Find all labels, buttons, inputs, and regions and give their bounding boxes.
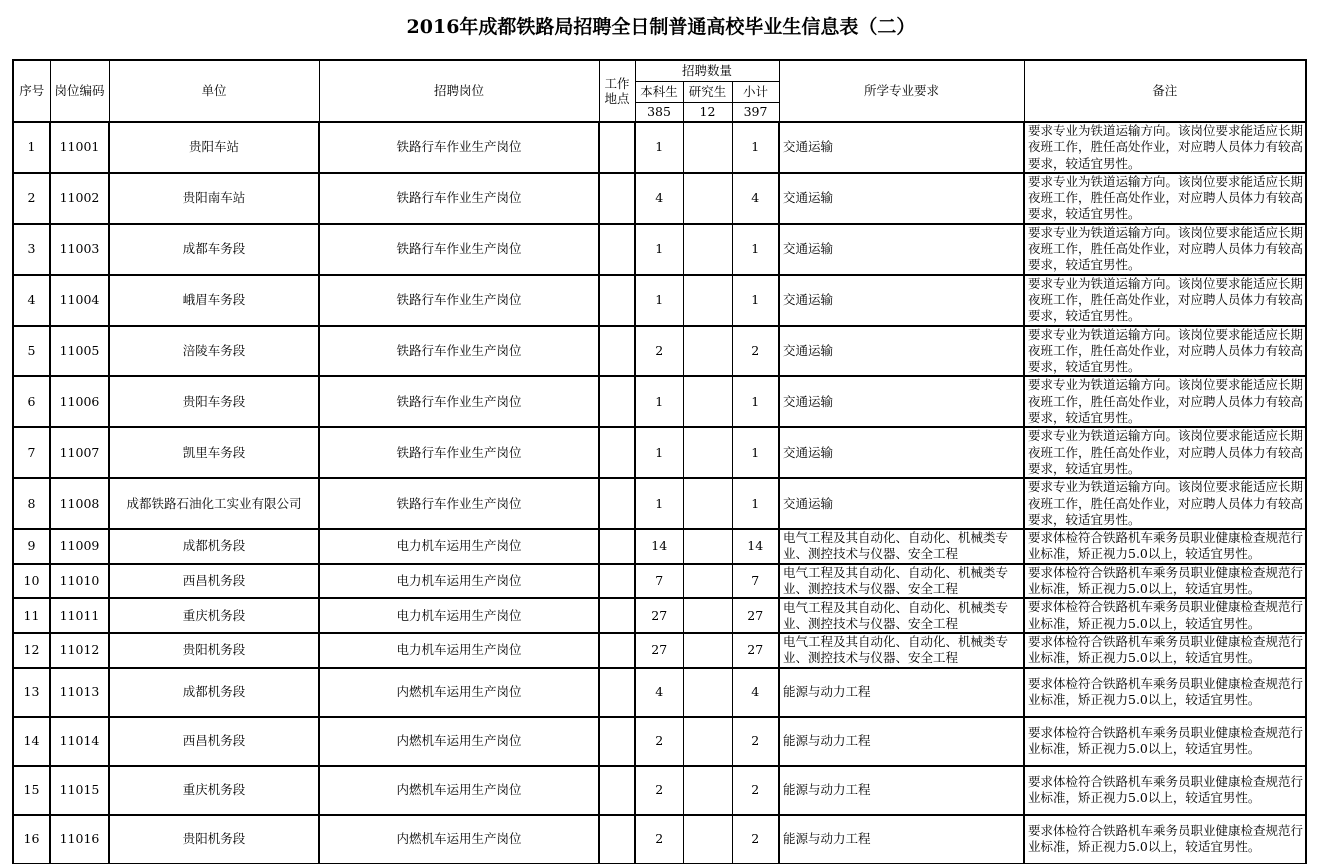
cell-position: 铁路行车作业生产岗位: [319, 275, 599, 326]
cell-seq: 13: [13, 668, 50, 717]
cell-undergrad: 27: [635, 633, 683, 668]
table-row: [13, 326, 1306, 377]
cell-code: 11016: [50, 815, 109, 864]
cell-subtotal: 1: [732, 122, 779, 173]
table-row: [13, 275, 1306, 326]
total-undergrad: 385: [635, 102, 683, 122]
cell-location: [599, 815, 635, 864]
table-body: [13, 122, 1306, 863]
cell-grad: [683, 668, 732, 717]
cell-location: [599, 224, 635, 275]
cell-seq: 15: [13, 766, 50, 815]
header-quota: 招聘数量: [635, 60, 779, 81]
header-subtotal: 小计: [732, 81, 779, 102]
cell-position: 内燃机车运用生产岗位: [319, 668, 599, 717]
cell-seq: 11: [13, 598, 50, 633]
cell-grad: [683, 224, 732, 275]
cell-unit: 成都机务段: [109, 668, 319, 717]
cell-position: 铁路行车作业生产岗位: [319, 478, 599, 529]
cell-seq: 12: [13, 633, 50, 668]
cell-seq: 2: [13, 173, 50, 224]
cell-seq: 4: [13, 275, 50, 326]
cell-unit: 凯里车务段: [109, 427, 319, 478]
cell-subtotal: 1: [732, 427, 779, 478]
cell-location: [599, 564, 635, 599]
cell-undergrad: 1: [635, 275, 683, 326]
cell-subtotal: 27: [732, 598, 779, 633]
cell-grad: [683, 598, 732, 633]
cell-grad: [683, 766, 732, 815]
cell-seq: 5: [13, 326, 50, 377]
cell-major: 交通运输: [779, 122, 1024, 173]
cell-code: 11005: [50, 326, 109, 377]
cell-code: 11007: [50, 427, 109, 478]
cell-remark: 要求体检符合铁路机车乘务员职业健康检查规范行业标准，矫正视力5.0以上，较适宜男性。: [1024, 633, 1306, 668]
cell-grad: [683, 326, 732, 377]
cell-remark: 要求体检符合铁路机车乘务员职业健康检查规范行业标准，矫正视力5.0以上，较适宜男性。: [1024, 766, 1306, 815]
cell-major: 交通运输: [779, 326, 1024, 377]
cell-grad: [683, 122, 732, 173]
cell-remark: 要求专业为铁道运输方向。该岗位要求能适应长期夜班工作，胜任高处作业，对应聘人员体力有较高要求，较适宜男性。: [1024, 173, 1306, 224]
table-row: [13, 815, 1306, 864]
cell-remark: 要求专业为铁道运输方向。该岗位要求能适应长期夜班工作，胜任高处作业，对应聘人员体力有较高要求，较适宜男性。: [1024, 427, 1306, 478]
cell-grad: [683, 529, 732, 564]
cell-remark: 要求体检符合铁路机车乘务员职业健康检查规范行业标准，矫正视力5.0以上，较适宜男性。: [1024, 668, 1306, 717]
cell-code: 11013: [50, 668, 109, 717]
table-row: [13, 427, 1306, 478]
cell-unit: 西昌机务段: [109, 564, 319, 599]
cell-subtotal: 27: [732, 633, 779, 668]
cell-location: [599, 275, 635, 326]
cell-code: 11003: [50, 224, 109, 275]
cell-subtotal: 1: [732, 275, 779, 326]
cell-unit: 涪陵车务段: [109, 326, 319, 377]
cell-code: 11009: [50, 529, 109, 564]
cell-remark: 要求专业为铁道运输方向。该岗位要求能适应长期夜班工作，胜任高处作业，对应聘人员体力有较高要求，较适宜男性。: [1024, 376, 1306, 427]
cell-undergrad: 14: [635, 529, 683, 564]
cell-remark: 要求体检符合铁路机车乘务员职业健康检查规范行业标准，矫正视力5.0以上，较适宜男性。: [1024, 815, 1306, 864]
cell-code: 11001: [50, 122, 109, 173]
cell-grad: [683, 564, 732, 599]
header-unit: 单位: [109, 60, 319, 122]
cell-major: 交通运输: [779, 224, 1024, 275]
cell-position: 内燃机车运用生产岗位: [319, 717, 599, 766]
cell-seq: 16: [13, 815, 50, 864]
cell-code: 11004: [50, 275, 109, 326]
cell-code: 11002: [50, 173, 109, 224]
table-row: [13, 376, 1306, 427]
cell-remark: 要求专业为铁道运输方向。该岗位要求能适应长期夜班工作，胜任高处作业，对应聘人员体力有较高要求，较适宜男性。: [1024, 224, 1306, 275]
header-grad: 研究生: [683, 81, 732, 102]
cell-subtotal: 4: [732, 668, 779, 717]
cell-subtotal: 14: [732, 529, 779, 564]
cell-location: [599, 478, 635, 529]
table-row: [13, 173, 1306, 224]
cell-undergrad: 1: [635, 224, 683, 275]
cell-undergrad: 2: [635, 326, 683, 377]
cell-grad: [683, 633, 732, 668]
table-row: [13, 224, 1306, 275]
cell-remark: 要求专业为铁道运输方向。该岗位要求能适应长期夜班工作，胜任高处作业，对应聘人员体力有较高要求，较适宜男性。: [1024, 326, 1306, 377]
total-grad: 12: [683, 102, 732, 122]
cell-unit: 贵阳机务段: [109, 633, 319, 668]
table-row: [13, 564, 1306, 599]
cell-subtotal: 1: [732, 224, 779, 275]
cell-unit: 成都机务段: [109, 529, 319, 564]
cell-subtotal: 2: [732, 766, 779, 815]
cell-remark: 要求体检符合铁路机车乘务员职业健康检查规范行业标准，矫正视力5.0以上，较适宜男性。: [1024, 717, 1306, 766]
cell-undergrad: 7: [635, 564, 683, 599]
header-code: 岗位编码: [50, 60, 109, 122]
cell-major: 电气工程及其自动化、自动化、机械类专业、测控技术与仪器、安全工程: [779, 633, 1024, 668]
cell-undergrad: 1: [635, 122, 683, 173]
header-major: 所学专业要求: [779, 60, 1024, 122]
cell-subtotal: 4: [732, 173, 779, 224]
cell-remark: 要求专业为铁道运输方向。该岗位要求能适应长期夜班工作，胜任高处作业，对应聘人员体力有较高要求，较适宜男性。: [1024, 478, 1306, 529]
header-remark: 备注: [1024, 60, 1306, 122]
cell-major: 电气工程及其自动化、自动化、机械类专业、测控技术与仪器、安全工程: [779, 598, 1024, 633]
cell-grad: [683, 275, 732, 326]
cell-location: [599, 173, 635, 224]
cell-unit: 峨眉车务段: [109, 275, 319, 326]
cell-location: [599, 717, 635, 766]
cell-position: 铁路行车作业生产岗位: [319, 376, 599, 427]
recruitment-table: [12, 59, 1307, 864]
cell-seq: 10: [13, 564, 50, 599]
cell-unit: 成都车务段: [109, 224, 319, 275]
cell-remark: 要求专业为铁道运输方向。该岗位要求能适应长期夜班工作，胜任高处作业，对应聘人员体力有较高要求，较适宜男性。: [1024, 275, 1306, 326]
cell-code: 11006: [50, 376, 109, 427]
cell-major: 电气工程及其自动化、自动化、机械类专业、测控技术与仪器、安全工程: [779, 564, 1024, 599]
cell-unit: 贵阳南车站: [109, 173, 319, 224]
cell-remark: 要求体检符合铁路机车乘务员职业健康检查规范行业标准，矫正视力5.0以上，较适宜男性。: [1024, 564, 1306, 599]
cell-undergrad: 27: [635, 598, 683, 633]
cell-seq: 1: [13, 122, 50, 173]
header-position: 招聘岗位: [319, 60, 599, 122]
cell-location: [599, 326, 635, 377]
cell-unit: 贵阳机务段: [109, 815, 319, 864]
table-row: [13, 122, 1306, 173]
cell-undergrad: 4: [635, 668, 683, 717]
cell-major: 交通运输: [779, 173, 1024, 224]
table-row: [13, 529, 1306, 564]
cell-code: 11012: [50, 633, 109, 668]
cell-grad: [683, 427, 732, 478]
cell-position: 内燃机车运用生产岗位: [319, 766, 599, 815]
cell-unit: 重庆机务段: [109, 598, 319, 633]
cell-grad: [683, 815, 732, 864]
cell-code: 11008: [50, 478, 109, 529]
table-row: [13, 478, 1306, 529]
cell-remark: 要求专业为铁道运输方向。该岗位要求能适应长期夜班工作，胜任高处作业，对应聘人员体力有较高要求，较适宜男性。: [1024, 122, 1306, 173]
cell-seq: 9: [13, 529, 50, 564]
cell-major: 能源与动力工程: [779, 668, 1024, 717]
cell-grad: [683, 717, 732, 766]
cell-major: 交通运输: [779, 376, 1024, 427]
page-title: 2016年成都铁路局招聘全日制普通高校毕业生信息表（二）: [406, 16, 916, 38]
cell-seq: 14: [13, 717, 50, 766]
cell-undergrad: 1: [635, 427, 683, 478]
cell-seq: 3: [13, 224, 50, 275]
cell-position: 铁路行车作业生产岗位: [319, 427, 599, 478]
cell-undergrad: 4: [635, 173, 683, 224]
cell-code: 11010: [50, 564, 109, 599]
cell-major: 能源与动力工程: [779, 766, 1024, 815]
cell-code: 11011: [50, 598, 109, 633]
cell-grad: [683, 173, 732, 224]
cell-subtotal: 2: [732, 717, 779, 766]
table-row: [13, 766, 1306, 815]
cell-code: 11014: [50, 717, 109, 766]
cell-location: [599, 376, 635, 427]
header-undergrad: 本科生: [635, 81, 683, 102]
cell-subtotal: 2: [732, 815, 779, 864]
cell-major: 交通运输: [779, 427, 1024, 478]
cell-position: 电力机车运用生产岗位: [319, 529, 599, 564]
table-row: [13, 598, 1306, 633]
cell-position: 电力机车运用生产岗位: [319, 564, 599, 599]
cell-subtotal: 1: [732, 376, 779, 427]
cell-code: 11015: [50, 766, 109, 815]
cell-major: 能源与动力工程: [779, 815, 1024, 864]
cell-location: [599, 668, 635, 717]
cell-position: 铁路行车作业生产岗位: [319, 326, 599, 377]
cell-unit: 成都铁路石油化工实业有限公司: [109, 478, 319, 529]
cell-location: [599, 598, 635, 633]
cell-grad: [683, 376, 732, 427]
header-location: 工作地点: [599, 60, 635, 122]
total-subtotal: 397: [732, 102, 779, 122]
cell-undergrad: 2: [635, 815, 683, 864]
cell-major: 电气工程及其自动化、自动化、机械类专业、测控技术与仪器、安全工程: [779, 529, 1024, 564]
cell-location: [599, 633, 635, 668]
cell-subtotal: 2: [732, 326, 779, 377]
cell-seq: 7: [13, 427, 50, 478]
cell-seq: 6: [13, 376, 50, 427]
cell-position: 铁路行车作业生产岗位: [319, 224, 599, 275]
cell-unit: 贵阳车站: [109, 122, 319, 173]
cell-remark: 要求体检符合铁路机车乘务员职业健康检查规范行业标准，矫正视力5.0以上，较适宜男性。: [1024, 598, 1306, 633]
cell-position: 电力机车运用生产岗位: [319, 598, 599, 633]
cell-position: 电力机车运用生产岗位: [319, 633, 599, 668]
cell-subtotal: 1: [732, 478, 779, 529]
cell-unit: 西昌机务段: [109, 717, 319, 766]
cell-major: 交通运输: [779, 275, 1024, 326]
cell-undergrad: 2: [635, 717, 683, 766]
cell-unit: 贵阳车务段: [109, 376, 319, 427]
cell-undergrad: 1: [635, 376, 683, 427]
cell-location: [599, 122, 635, 173]
table-row: [13, 668, 1306, 717]
header-seq: 序号: [13, 60, 50, 122]
cell-position: 铁路行车作业生产岗位: [319, 173, 599, 224]
cell-position: 内燃机车运用生产岗位: [319, 815, 599, 864]
cell-location: [599, 766, 635, 815]
cell-grad: [683, 478, 732, 529]
table-row: [13, 717, 1306, 766]
cell-remark: 要求体检符合铁路机车乘务员职业健康检查规范行业标准，矫正视力5.0以上，较适宜男性。: [1024, 529, 1306, 564]
cell-major: 交通运输: [779, 478, 1024, 529]
table-header: [13, 60, 1306, 122]
cell-major: 能源与动力工程: [779, 717, 1024, 766]
cell-unit: 重庆机务段: [109, 766, 319, 815]
cell-position: 铁路行车作业生产岗位: [319, 122, 599, 173]
cell-location: [599, 529, 635, 564]
cell-undergrad: 1: [635, 478, 683, 529]
cell-location: [599, 427, 635, 478]
cell-undergrad: 2: [635, 766, 683, 815]
cell-subtotal: 7: [732, 564, 779, 599]
table-row: [13, 633, 1306, 668]
cell-seq: 8: [13, 478, 50, 529]
